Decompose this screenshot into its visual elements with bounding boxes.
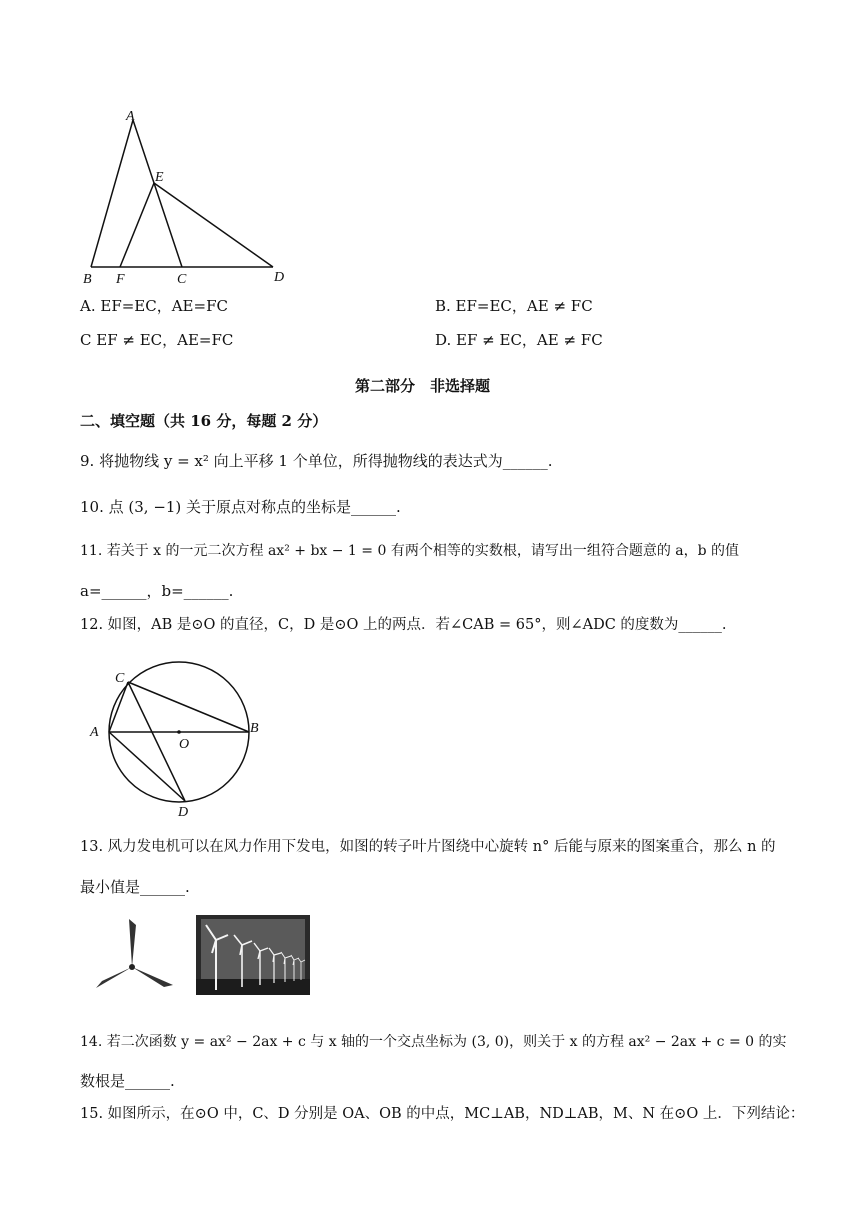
chord-ac — [109, 682, 128, 732]
label-d: D — [274, 270, 285, 285]
option-b-text: B. EF=EC，AE ≠ FC — [435, 297, 593, 315]
question-12: 12. 如图，AB 是⊙O 的直径，C，D 是⊙O 上的两点．若∠CAB = 65°，则∠ADC 的度数为______. — [80, 617, 727, 633]
blade-left — [96, 967, 132, 988]
triangle-figure — [78, 105, 298, 290]
chord-cd — [128, 682, 185, 801]
label-c2: C — [115, 671, 125, 686]
option-c-text: C EF ≠ EC，AE=FC — [80, 331, 234, 349]
option-a — [80, 295, 228, 316]
label-b2: B — [250, 721, 259, 736]
option-d — [435, 329, 603, 350]
blade-hub — [129, 964, 135, 970]
section2-title: 二、填空题（共 16 分，每题 2 分） — [80, 412, 328, 430]
question-13-line1: 13. 风力发电机可以在风力作用下发电，如图的转子叶片图绕中心旋转 n° 后能与原来的图案重合，那么 n 的 — [80, 839, 776, 855]
option-d-text: D. EF ≠ EC，AE ≠ FC — [435, 331, 603, 349]
label-b: B — [83, 272, 92, 287]
label-d2: D — [178, 805, 189, 820]
option-b — [435, 295, 593, 316]
blade-right — [132, 967, 173, 987]
question-13-line2: 最小值是______. — [80, 878, 190, 896]
chord-cb — [128, 682, 249, 732]
question-11-line2: a=______，b=______. — [80, 582, 234, 600]
option-c — [80, 329, 233, 350]
label-a: A — [126, 109, 135, 124]
question-14-line1: 14. 若二次函数 y = ax² − 2ax + c 与 x 轴的一个交点坐标为 (3, 0)，则关于 x 的方程 ax² − 2ax + c = 0 的实 — [80, 1034, 787, 1050]
label-a2: A — [90, 725, 99, 740]
question-15: 15. 如图所示，在⊙O 中，C、D 分别是 OA、OB 的中点，MC⊥AB，ND⊥AB，M、N 在⊙O 上．下列结论： — [80, 1106, 805, 1122]
segment-ef — [120, 183, 154, 267]
part2-title: 第二部分 非选择题 — [355, 377, 491, 395]
question-9: 9. 将抛物线 y = x² 向上平移 1 个单位，所得抛物线的表达式为______. — [80, 452, 553, 470]
label-c: C — [177, 272, 187, 287]
option-a-text: A. EF=EC，AE=FC — [80, 297, 228, 315]
center-point — [177, 730, 181, 734]
chord-ad — [109, 732, 185, 801]
turbine-blade-figure — [92, 915, 177, 995]
label-f: F — [116, 272, 125, 287]
segment-ab — [91, 120, 133, 267]
circle-figure — [85, 660, 270, 825]
label-o2: O — [179, 737, 190, 752]
blade-up — [129, 919, 136, 967]
segment-ac — [133, 120, 182, 267]
label-e: E — [155, 170, 164, 185]
question-14-line2: 数根是______. — [80, 1072, 175, 1090]
segment-ed — [154, 183, 273, 267]
question-10: 10. 点 (3, −1) 关于原点对称点的坐标是______. — [80, 498, 401, 516]
question-11-line1: 11. 若关于 x 的一元二次方程 ax² + bx − 1 = 0 有两个相等的实数根，请写出一组符合题意的 a，b 的值 — [80, 543, 740, 559]
photo-ground — [196, 979, 310, 995]
wind-farm-photo — [196, 915, 310, 995]
